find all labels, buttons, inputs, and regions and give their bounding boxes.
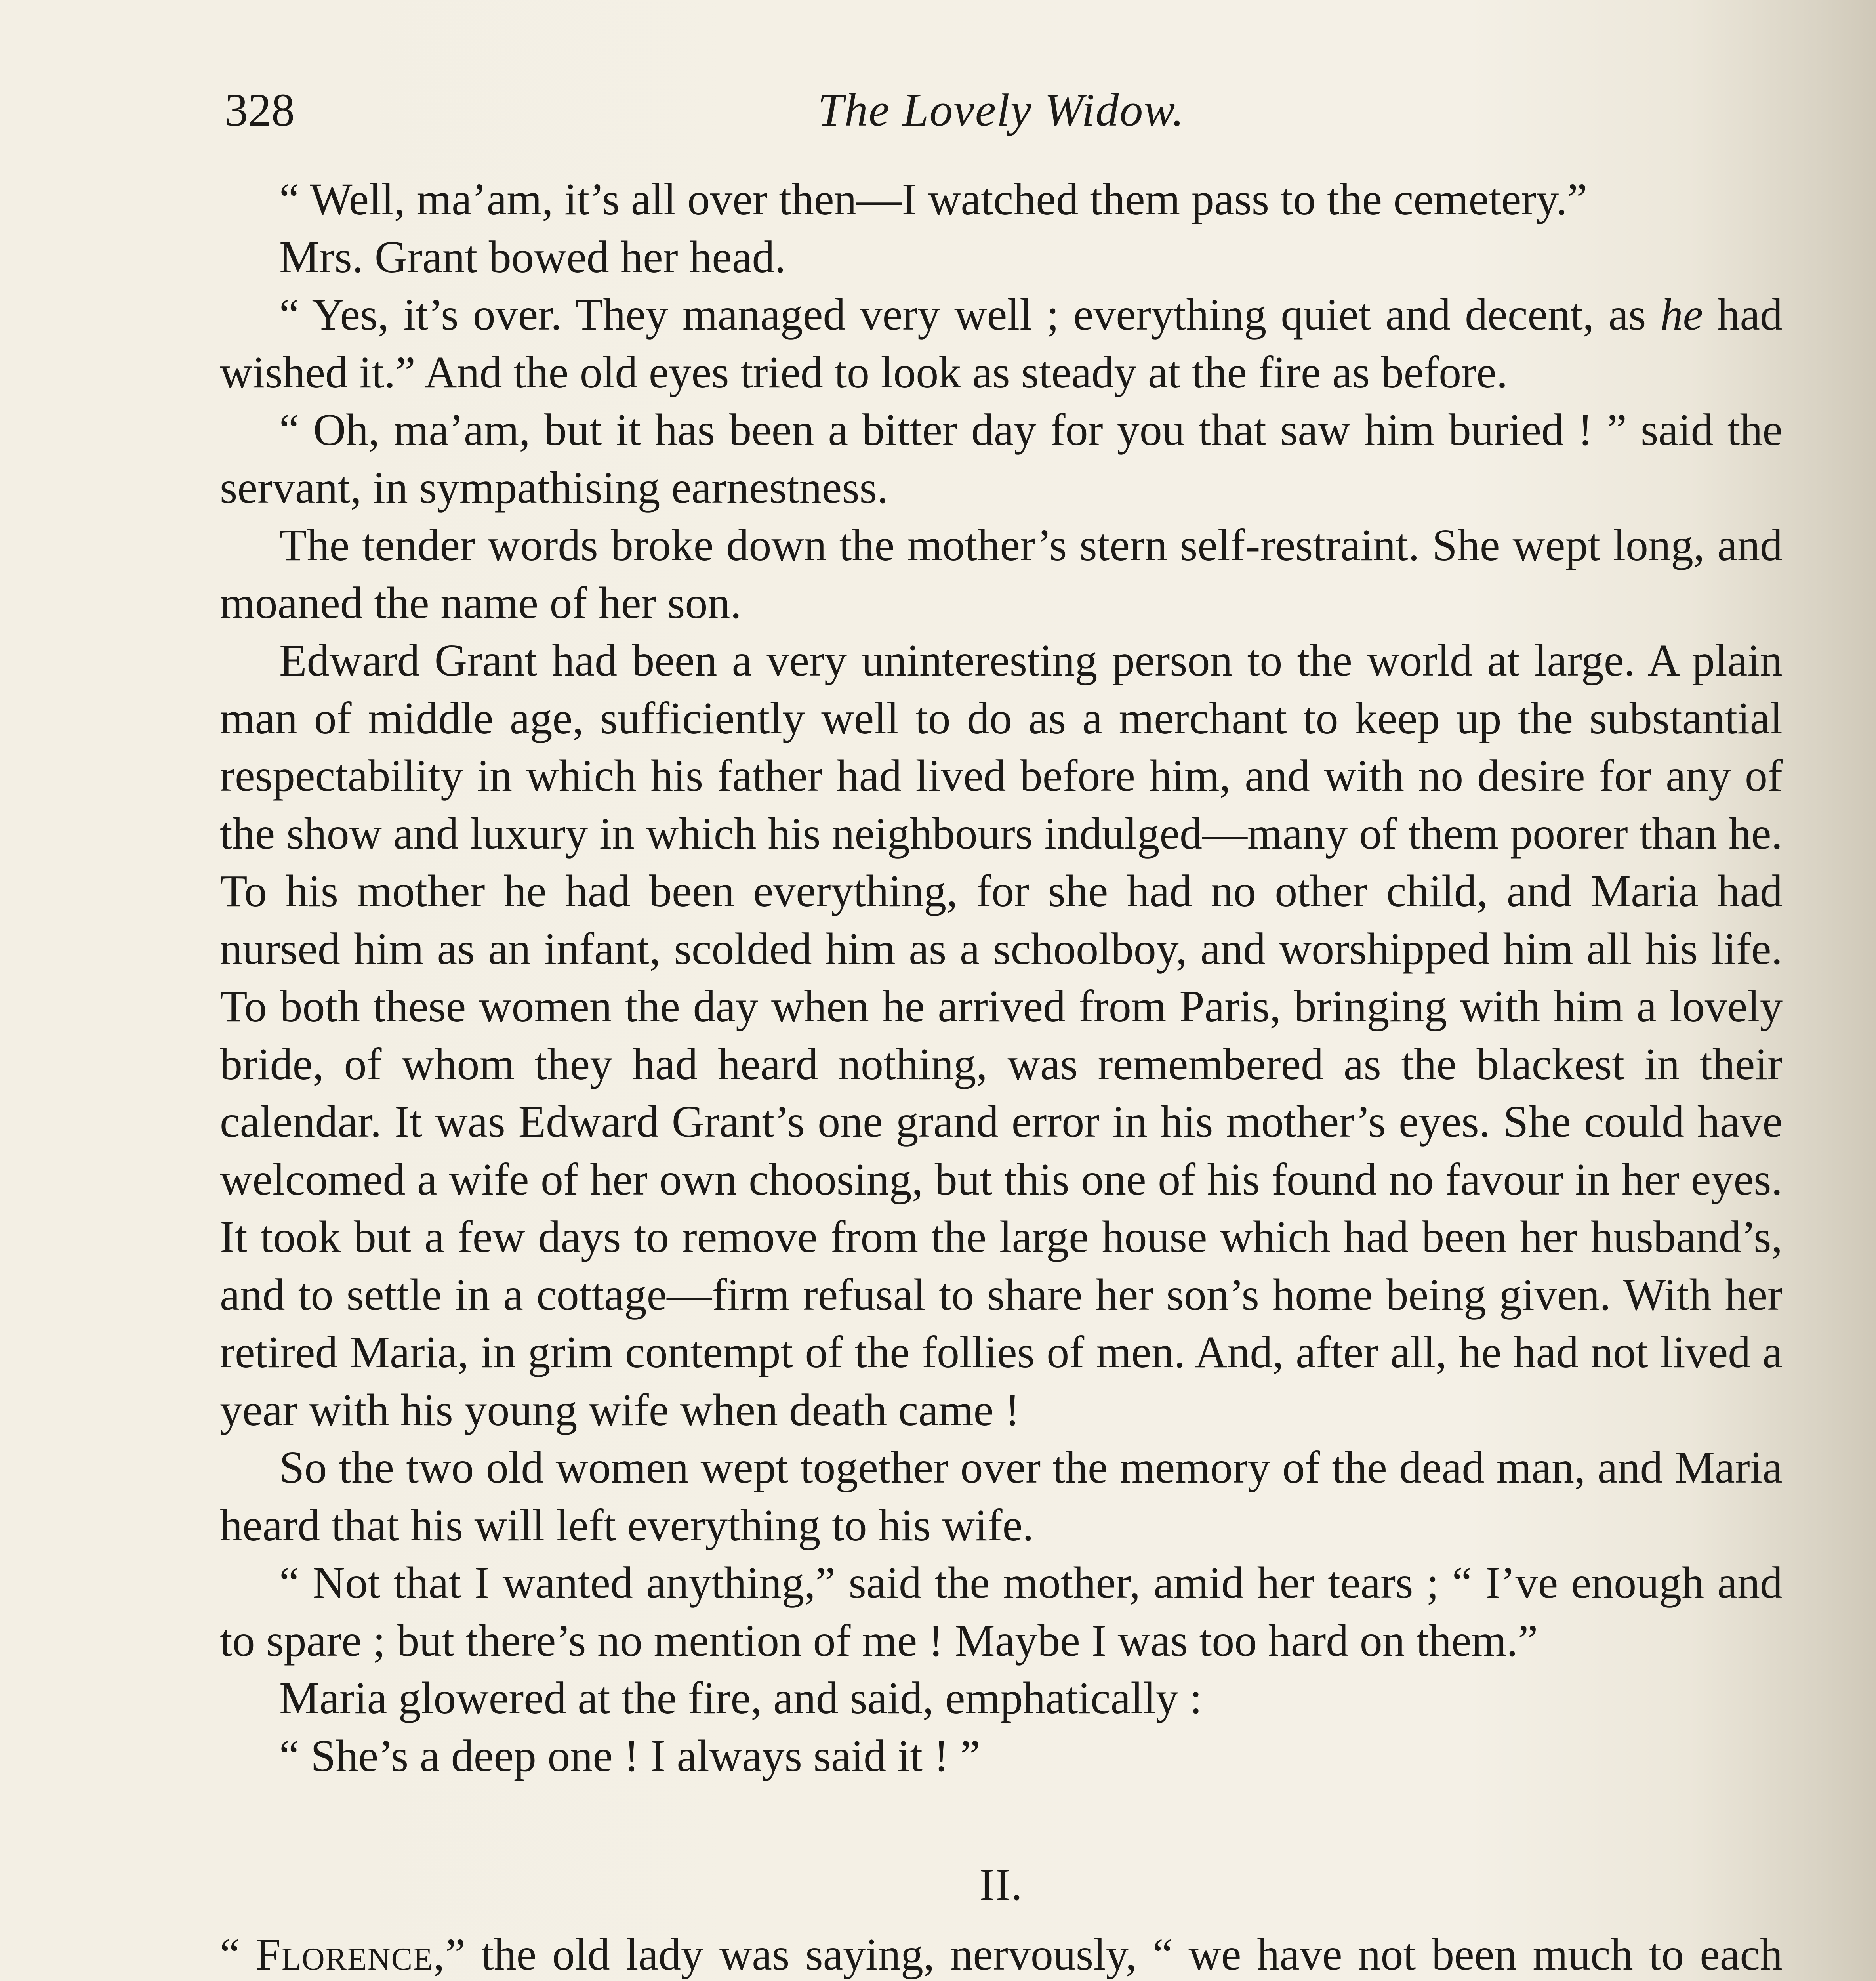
running-title: The Lovely Widow. (818, 84, 1185, 136)
smallcaps-name: Florence, (255, 1929, 446, 1979)
paragraph: “ Not that I wanted anything,” said the mother, amid her tears ; “ I’ve enough and to spare ; but there’s no mention of me ! Maybe I was too hard on them.” (220, 1557, 1783, 1666)
paragraph: “ Oh, ma’am, but it has been a bitter day for you that saw him buried ! ” said the servant, in sympathising earnestness. (220, 405, 1783, 513)
paragraph: So the two old women wept together over the memory of the dead man, and Maria heard that his will left everything to his wife. (220, 1442, 1783, 1550)
paragraph (220, 1926, 1783, 1981)
paragraph: Maria glowered at the fire, and said, emphatically : (279, 1673, 1202, 1723)
paragraph-text: “ Yes, it’s over. They managed very well ; everything quiet and decent, as (279, 289, 1661, 340)
italic-word: he (1660, 289, 1703, 340)
body-text (220, 170, 1783, 1981)
paragraph-text: ” the old lady was saying, nervously, “ we have not been much to each (445, 1929, 1783, 1979)
paragraph: Mrs. Grant bowed her head. (279, 231, 786, 282)
page-header (220, 79, 1783, 170)
paragraph-text: “ (220, 1929, 256, 1979)
page-number: 328 (225, 84, 295, 136)
section-number: II. (979, 1859, 1023, 1910)
paragraph (220, 286, 1783, 401)
book-page (220, 79, 1783, 1981)
paragraph: The tender words broke down the mother’s stern self-restraint. She wept long, and moaned the name of her son. (220, 520, 1783, 628)
paragraph: “ She’s a deep one ! I always said it ! ” (279, 1730, 980, 1781)
paragraph: “ Well, ma’am, it’s all over then—I watched them pass to the cemetery.” (279, 174, 1587, 224)
paragraph-text: had wished it.” And the old eyes tried to look as steady at the fire as before. (220, 289, 1783, 397)
paragraph: Edward Grant had been a very uninteresting person to the world at large. A plain man of middle age, sufficiently well to do as a merchant to keep up the substantial respectability in which his father had lived before him, and with no desire for any of the show and luxury in which his neighbours indulged—many of them poorer than he. To his mother he had been everything, for she had no other child, and Maria had nursed him as an infant, scolded him as a schoolboy, and worshipped him all his life. To both these women the day when he arrived from Paris, bringing with him a lovely bride, of whom they had heard nothing, was remembered as the blackest in their calendar. It was Edward Grant’s one grand error in his mother’s eyes. She could have welcomed a wife of her own choosing, but this one of his found no favour in her eyes. It took but a few days to remove from the large house which had been her husband’s, and to settle in a cottage—firm refusal to share her son’s home being given. With her retired Maria, in grim contempt of the follies of men. And, after all, he had not lived a year with his young wife when death came ! (220, 635, 1783, 1435)
